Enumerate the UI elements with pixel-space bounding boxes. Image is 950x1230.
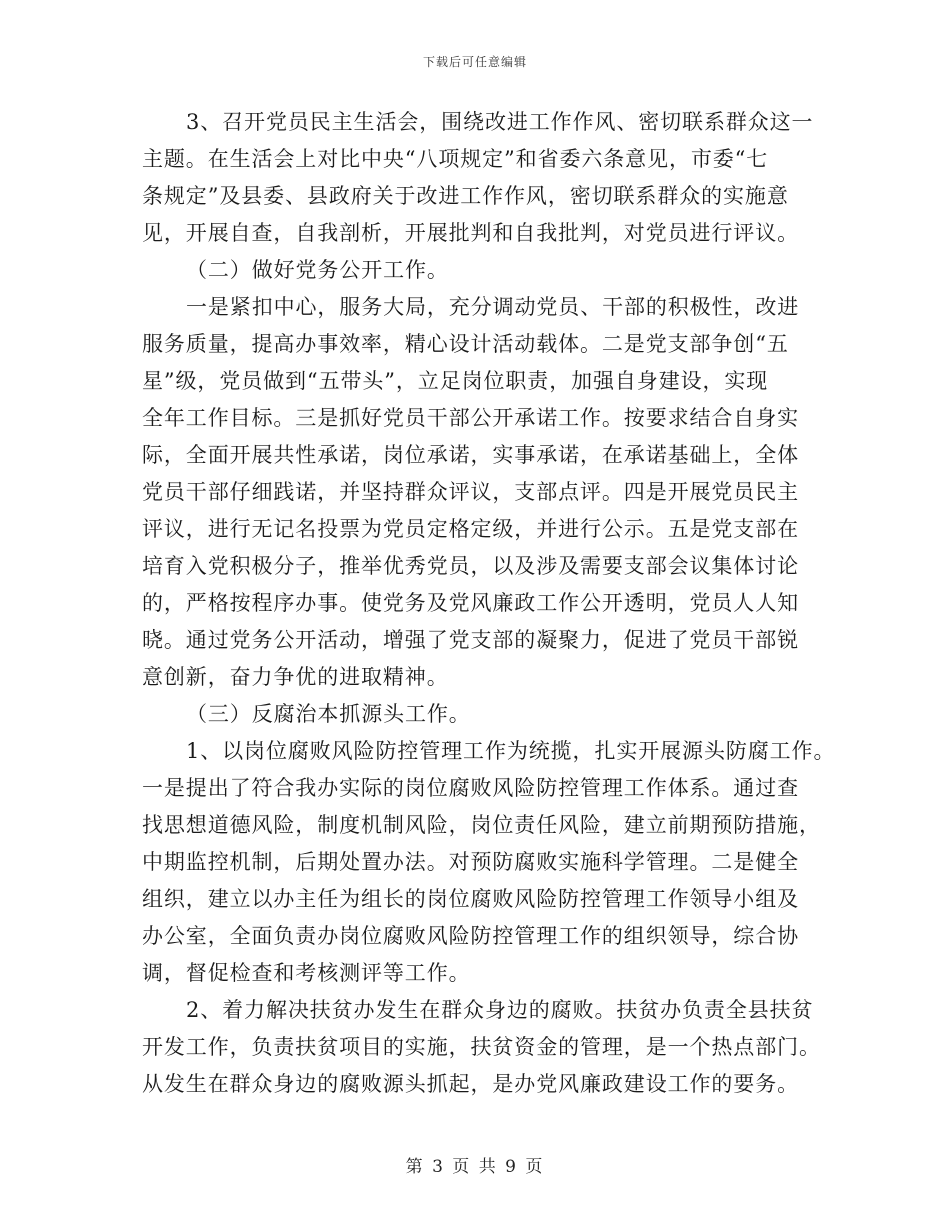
body-line: 找思想道德风险，制度机制风险，岗位责任风险，建立前期预防措施， [142, 813, 821, 837]
body-line: 办公室，全面负责办岗位腐败风险防控管理工作的组织领导，综合协 [142, 924, 799, 948]
body-line: 开发工作，负责扶贫项目的实施，扶贫资金的管理，是一个热点部门。 [142, 1035, 821, 1059]
body-line: 全年工作目标。三是抓好党员干部公开承诺工作。按要求结合自身实 [142, 406, 799, 430]
body-line: 条规定”及县委、县政府关于改进工作作风，密切联系群众的实施意 [142, 184, 789, 208]
body-line: 3、召开党员民主生活会，围绕改进工作作风、密切联系群众这一 [186, 110, 814, 134]
body-line: 一是提出了符合我办实际的岗位腐败风险防控管理工作体系。通过查 [142, 776, 799, 800]
body-line: 见，开展自查，自我剖析，开展批判和自我批判，对党员进行评议。 [142, 221, 799, 245]
page-header: 下载后可任意编辑 [422, 55, 527, 69]
body-line: 服务质量，提高办事效率，精心设计活动载体。二是党支部争创“五 [142, 332, 789, 356]
body-line: 晓。通过党务公开活动，增强了党支部的凝聚力，促进了党员干部锐 [142, 628, 799, 652]
body-line: 际，全面开展共性承诺，岗位承诺，实事承诺，在承诺基础上，全体 [142, 443, 799, 467]
body-line: 的，严格按程序办事。使党务及党风廉政工作公开透明，党员人人知 [142, 591, 799, 615]
body-line: 从发生在群众身边的腐败源头抓起，是办党风廉政建设工作的要务。 [142, 1072, 799, 1096]
body-line: 培育入党积极分子，推举优秀党员，以及涉及需要支部会议集体讨论 [142, 554, 799, 578]
body-line: 评议，进行无记名投票为党员定格定级，并进行公示。五是党支部在 [142, 517, 799, 541]
section-heading: （二）做好党务公开工作。 [186, 258, 449, 282]
body-line: 主题。在生活会上对比中央“八项规定”和省委六条意见，市委“七 [142, 147, 769, 171]
page-number: 第 3 页 共 9 页 [405, 1157, 545, 1177]
body-line: 中期监控机制，后期处置办法。对预防腐败实施科学管理。二是健全 [142, 850, 799, 874]
body-line: 组织，建立以办主任为组长的岗位腐败风险防控管理工作领导小组及 [142, 887, 799, 911]
document-body [142, 104, 836, 1103]
body-line: 意创新，奋力争优的进取精神。 [142, 665, 449, 689]
body-line: 党员干部仔细践诺，并坚持群众评议，支部点评。四是开展党员民主 [142, 480, 799, 504]
section-heading: （三）反腐治本抓源头工作。 [186, 702, 471, 726]
body-line: 1、以岗位腐败风险防控管理工作为统揽，扎实开展源头防腐工作。 [186, 739, 836, 763]
body-line: 调，督促检查和考核测评等工作。 [142, 961, 471, 985]
body-line: 星”级，党员做到“五带头”，立足岗位职责，加强自身建设，实现 [142, 369, 769, 393]
body-line: 一是紧扣中心，服务大局，充分调动党员、干部的积极性，改进 [186, 295, 800, 319]
body-line: 2、着力解决扶贫办发生在群众身边的腐败。扶贫办负责全县扶贫 [186, 998, 814, 1022]
